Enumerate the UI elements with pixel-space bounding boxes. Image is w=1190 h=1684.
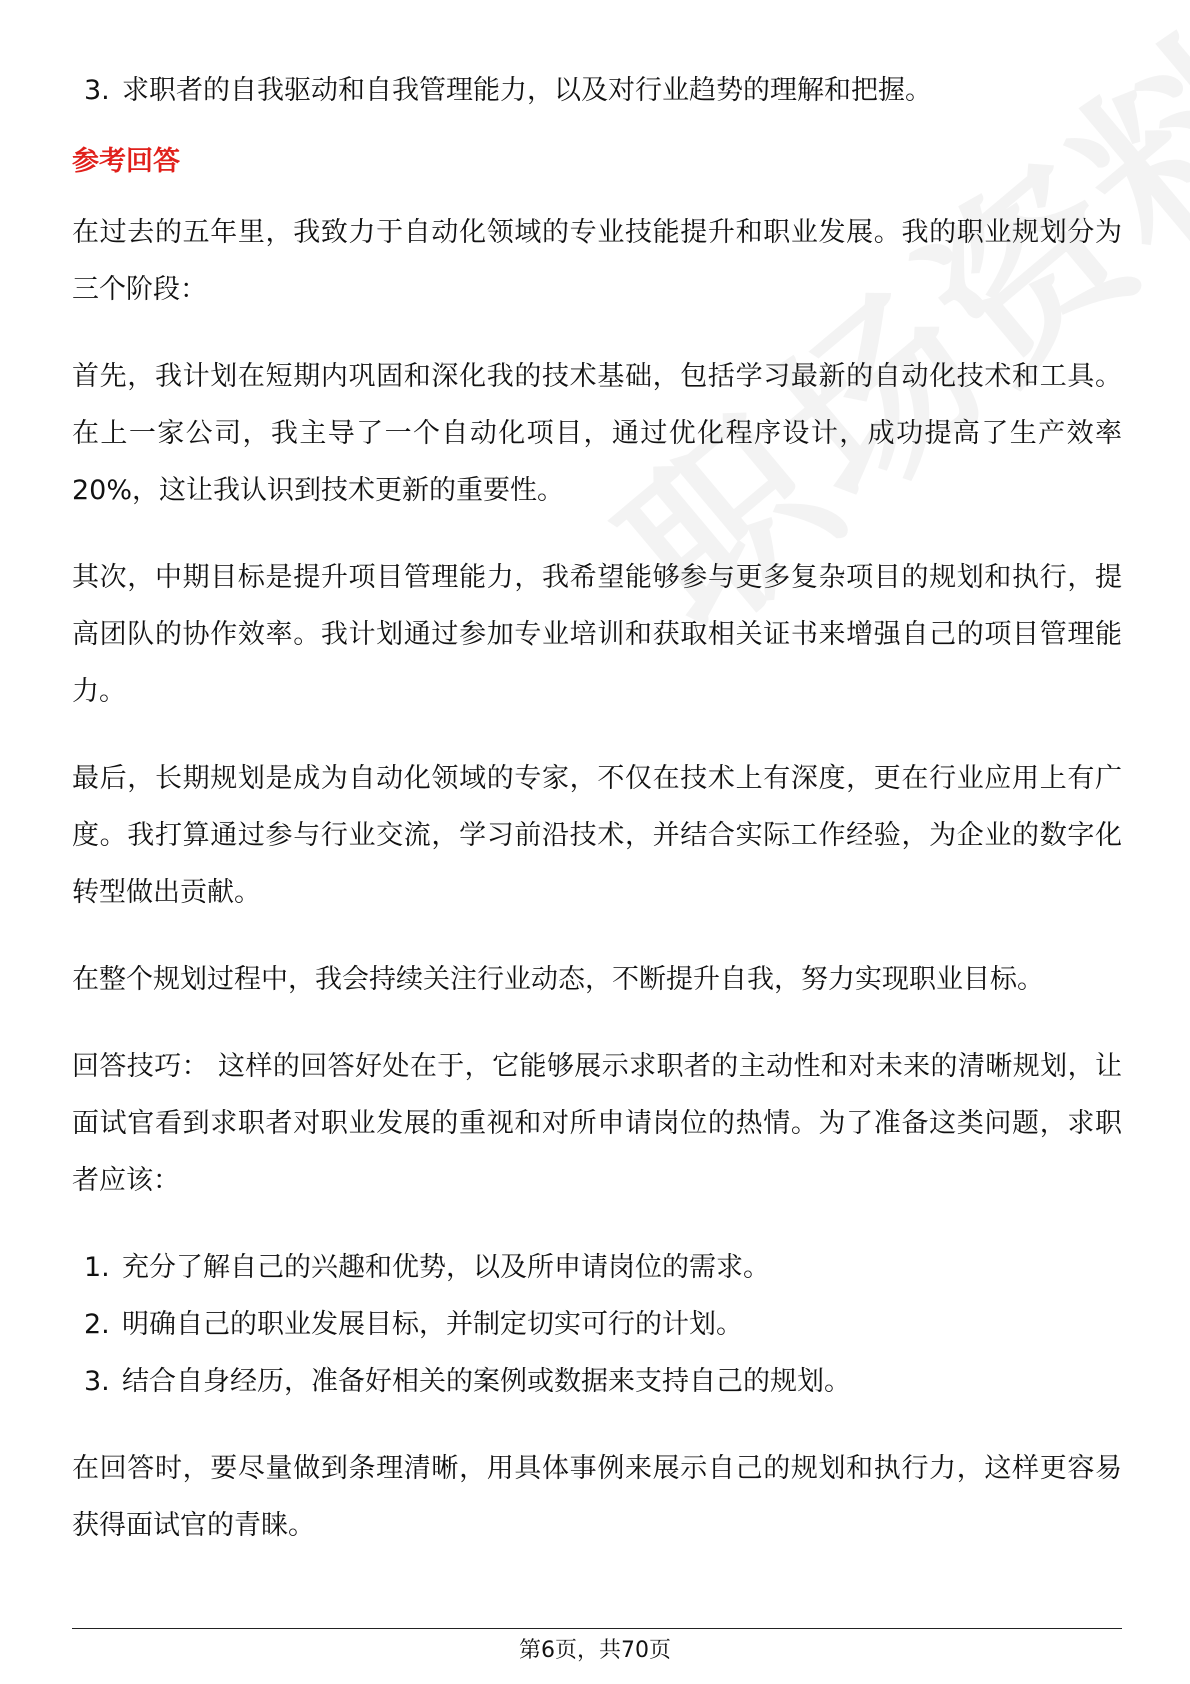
list-item [72, 1353, 1122, 1410]
paragraph-tips-intro: 回答技巧： 这样的回答好处在于，它能够展示求职者的主动性和对未来的清晰规划，让面试官看到求职者对职业发展的重视和对所申请岗位的热情。为了准备这类问题，求职者应该： [72, 1051, 1122, 1196]
list-number: 3. [84, 1366, 110, 1397]
list-item [72, 62, 1122, 119]
list-item [72, 1296, 1122, 1353]
list-text: 求职者的自我驱动和自我管理能力，以及对行业趋势的理解和把握。 [122, 75, 932, 106]
footer-divider [72, 1628, 1122, 1629]
list-number: 3. [84, 75, 110, 106]
paragraph: 最后，长期规划是成为自动化领域的专家，不仅在技术上有深度，更在行业应用上有广度。我打算通过参与行业交流，学习前沿技术，并结合实际工作经验，为企业的数字化转型做出贡献。 [72, 763, 1122, 908]
closing-paragraph: 在回答时，要尽量做到条理清晰，用具体事例来展示自己的规划和执行力，这样更容易获得面试官的青睐。 [72, 1453, 1122, 1541]
page-number: 第6页，共70页 [519, 1638, 671, 1663]
paragraph: 首先，我计划在短期内巩固和深化我的技术基础，包括学习最新的自动化技术和工具。在上一家公司，我主导了一个自动化项目，通过优化程序设计，成功提高了生产效率20%，这让我认识到技术更新的重要性。 [72, 361, 1122, 506]
page-content [72, 62, 1122, 1554]
list-item [72, 1239, 1122, 1296]
list-text: 充分了解自己的兴趣和优势，以及所申请岗位的需求。 [122, 1252, 770, 1283]
paragraph: 其次，中期目标是提升项目管理能力，我希望能够参与更多复杂项目的规划和执行，提高团队的协作效率。我计划通过参加专业培训和获取相关证书来增强自己的项目管理能力。 [72, 562, 1122, 707]
list-number: 1. [84, 1252, 110, 1283]
paragraph: 在过去的五年里，我致力于自动化领域的专业技能提升和职业发展。我的职业规划分为三个阶段： [72, 217, 1122, 305]
list-text: 明确自己的职业发展目标，并制定切实可行的计划。 [122, 1309, 743, 1340]
section-heading: 参考回答 [72, 146, 180, 177]
list-text: 结合自身经历，准备好相关的案例或数据来支持自己的规划。 [122, 1366, 851, 1397]
list-number: 2. [84, 1309, 110, 1340]
paragraph: 在整个规划过程中，我会持续关注行业动态，不断提升自我，努力实现职业目标。 [72, 964, 1044, 995]
